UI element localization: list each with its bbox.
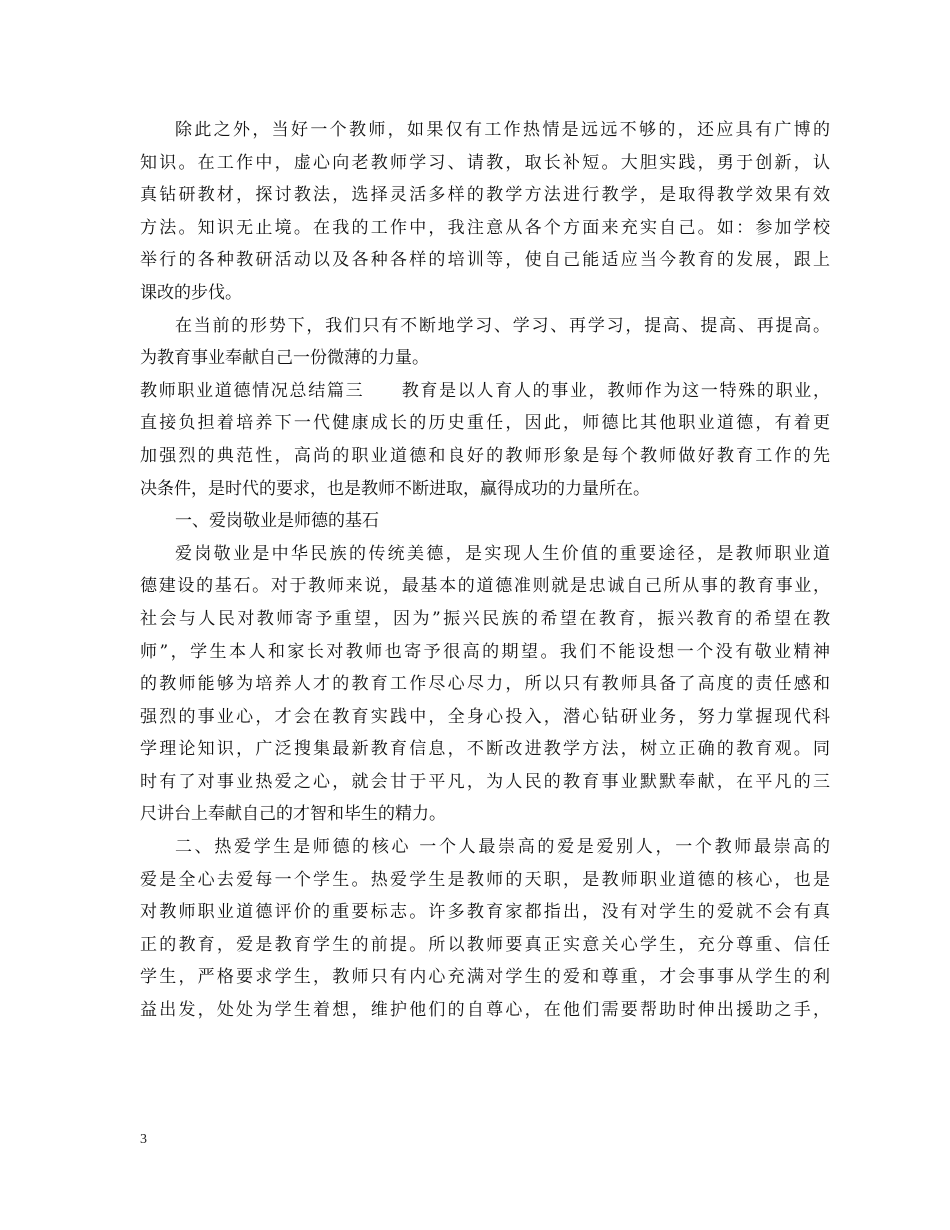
text-line: 的教师能够为培养人才的教育工作尽心尽力，所以只有教师具备了高度的责任感和 — [140, 674, 830, 695]
text-line: 社会与人民对教师寄予重望，因为”振兴民族的希望在教育，振兴教育的希望在教 — [140, 608, 830, 629]
text-line: 决条件，是时代的要求，也是教师不断进取，赢得成功的力量所在。 — [140, 478, 650, 499]
text-line: 课改的步伐。 — [140, 282, 242, 303]
text-line: 直接负担着培养下一代健康成长的历史重任，因此，师德比其他职业道德，有着更 — [140, 413, 830, 434]
text-line: 学理论知识，广泛搜集最新教育信息，不断改进教学方法，树立正确的教育观。同 — [140, 739, 830, 760]
subheading-line: 一、爱岗敬业是师德的基石 — [175, 511, 379, 532]
text-line: 加强烈的典范性，高尚的职业道德和良好的教师形象是每个教师做好教育工作的先 — [140, 445, 830, 466]
section-heading-line: 教师职业道德情况总结篇三 教育是以人育人的事业，教师作为这一特殊的职业， — [140, 380, 830, 401]
text-line: 除此之外，当好一个教师，如果仅有工作热情是远远不够的，还应具有广博的 — [175, 120, 830, 140]
text-line: 学生，严格要求学生，教师只有内心充满对学生的爱和尊重，才会事事从学生的利 — [140, 967, 830, 988]
text-line: 益出发，处处为学生着想，维护他们的自尊心，在他们需要帮助时伸出援助之手， — [140, 1000, 830, 1021]
document-body — [140, 114, 830, 1027]
text-line: 时有了对事业热爱之心，就会甘于平凡，为人民的教育事业默默奉献，在平凡的三 — [140, 771, 830, 792]
text-line: 真钻研教材，探讨教法，选择灵活多样的教学方法进行教学，是取得教学效果有效 — [140, 185, 830, 206]
text-line: 德建设的基石。对于教师来说，最基本的道德准则就是忠诚自己所从事的教育事业， — [140, 576, 830, 597]
text-line: 举行的各种教研活动以及各种各样的培训等，使自己能适应当今教育的发展，跟上 — [140, 250, 830, 271]
text-line: 知识。在工作中，虚心向老教师学习、请教，取长补短。大胆实践，勇于创新，认 — [140, 152, 830, 173]
text-line: 强烈的事业心，才会在教育实践中，全身心投入，潜心钻研业务，努力掌握现代科 — [140, 706, 830, 727]
text-line: 为教育事业奉献自己一份微薄的力量。 — [140, 348, 429, 369]
text-line: 爱岗敬业是中华民族的传统美德，是实现人生价值的重要途径，是教师职业道 — [175, 543, 830, 564]
text-line: 正的教育，爱是教育学生的前提。所以教师要真正实意关心学生，充分尊重、信任 — [140, 934, 830, 955]
text-line: 尺讲台上奉献自己的才智和毕生的精力。 — [140, 804, 446, 825]
subheading-line: 二、热爱学生是师德的核心 一个人最崇高的爱是爱别人，一个教师最崇高的 — [175, 837, 830, 858]
text-line: 爱是全心去爱每一个学生。热爱学生是教师的天职，是教师职业道德的核心，也是 — [140, 869, 830, 890]
page-number: 3 — [140, 1132, 147, 1147]
text-line: 方法。知识无止境。在我的工作中，我注意从各个方面来充实自己。如：参加学校 — [140, 217, 830, 238]
text-line: 师”，学生本人和家长对教师也寄予很高的期望。我们不能设想一个没有敬业精神 — [140, 641, 830, 662]
text-line: 在当前的形势下，我们只有不断地学习、学习、再学习，提高、提高、再提高。 — [175, 315, 830, 336]
text-line: 对教师职业道德评价的重要标志。许多教育家都指出，没有对学生的爱就不会有真 — [140, 902, 830, 923]
